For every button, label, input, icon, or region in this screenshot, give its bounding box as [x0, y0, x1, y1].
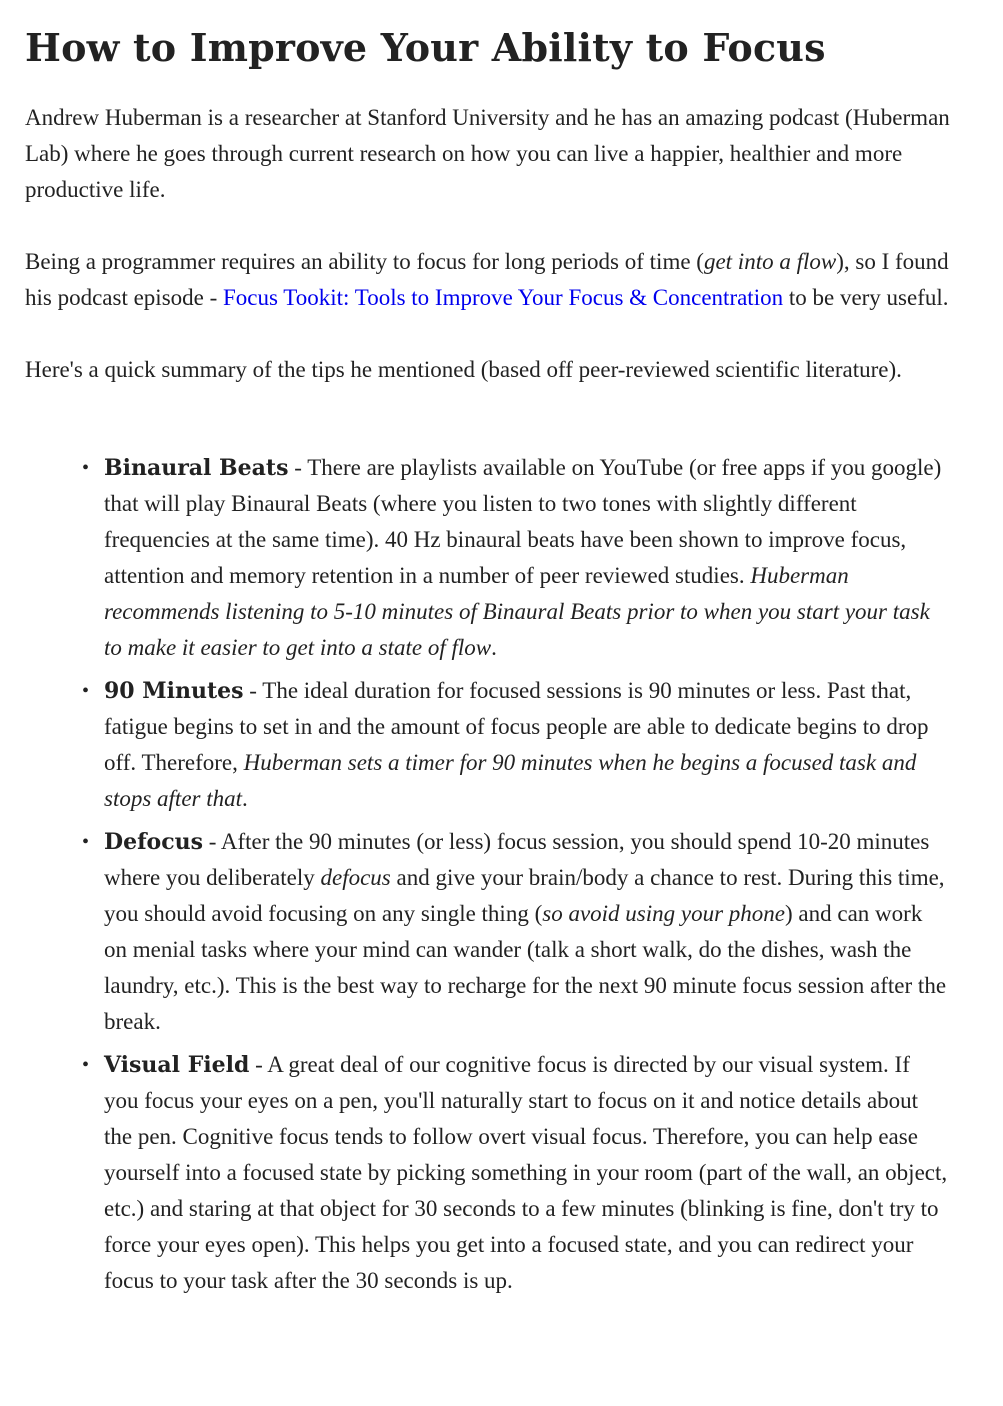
page-title: How to Improve Your Ability to Focus — [25, 25, 826, 70]
tip-text: . — [491, 635, 497, 660]
intro-paragraph-1: Andrew Huberman is a researcher at Stanford University and he has an amazing podcast (Huberman Lab) where he goes through current research on how you can live a happier, healthier and more productive life. — [25, 105, 950, 202]
intro-2-text-b: ), so I found his podcast episode - — [25, 249, 949, 310]
tip-title: Defocus — [104, 829, 203, 855]
tips-list — [25, 450, 978, 1299]
intro-paragraph-3: Here's a quick summary of the tips he mentioned (based off peer-reviewed scientific literature). — [25, 357, 902, 382]
bullet-icon: • — [82, 680, 90, 702]
tip-title: 90 Minutes — [104, 678, 244, 704]
tip-emphasis: defocus — [320, 865, 391, 890]
tip-title: Binaural Beats — [104, 455, 289, 481]
tip-item-binaural-beats — [82, 450, 978, 666]
tip-text: ) and can work on menial tasks where your mind can wander (talk a short walk, do the dishes, wash the laundry, etc.). This is the best way to recharge for the next 90 minute focus session after the break. — [104, 901, 947, 1034]
tip-text: - The ideal duration for focused sessions is 90 minutes or less. Past that, fatigue begins to set in and the amount of focus people are able to dedicate begins to drop off. Therefore, — [104, 678, 929, 775]
intro-2-text-a: Being a programmer requires an ability to focus for long periods of time ( — [25, 249, 704, 274]
podcast-episode-link[interactable]: Focus Tookit: Tools to Improve Your Focus & Concentration — [223, 285, 784, 310]
bullet-icon: • — [82, 1054, 90, 1076]
tip-title: Visual Field — [104, 1052, 250, 1078]
tip-emphasis: so avoid using your phone — [542, 901, 786, 926]
bullet-icon: • — [82, 457, 90, 479]
bullet-icon: • — [82, 831, 90, 853]
intro-2-italic: get into a flow — [703, 249, 837, 274]
intro-2-text-c: to be very useful. — [783, 285, 949, 310]
tip-emphasis: Huberman recommends listening to 5-10 minutes of Binaural Beats prior to when you start your task to make it easier to get into a state of flow — [104, 563, 930, 660]
tip-text: . — [242, 786, 248, 811]
tip-emphasis: Huberman sets a timer for 90 minutes when he begins a focused task and stops after that — [104, 750, 917, 811]
tip-text: - A great deal of our cognitive focus is directed by our visual system. If you focus your eyes on a pen, you'll naturally start to focus on it and notice details about the pen. Cognitive focus tends to follow overt visual focus. Therefore, you can help ease yourself into a focused state by picking something in your room (part of the wall, an object, etc.) and staring at that object for 30 seconds to a few minutes (blinking is fine, don't try to force your eyes open). This helps you get into a focused state, and you can redirect your focus to your task after the 30 seconds is up. — [104, 1052, 948, 1293]
tip-text: and give your brain/body a chance to rest. During this time, you should avoid focusing on any single thing ( — [104, 865, 945, 926]
tip-item-defocus — [82, 824, 978, 1040]
intro-paragraph-2 — [25, 244, 978, 316]
tip-item-90-minutes — [82, 673, 978, 817]
tip-item-visual-field — [82, 1047, 978, 1299]
tip-text: - There are playlists available on YouTube (or free apps if you google) that will play Binaural Beats (where you listen to two tones with slightly different frequencies at the same time). 40 Hz binaural beats have been shown to improve focus, attention and memory retention in a number of peer reviewed studies. — [104, 455, 942, 588]
tip-text: - After the 90 minutes (or less) focus session, you should spend 10-20 minutes where you deliberately — [104, 829, 930, 890]
